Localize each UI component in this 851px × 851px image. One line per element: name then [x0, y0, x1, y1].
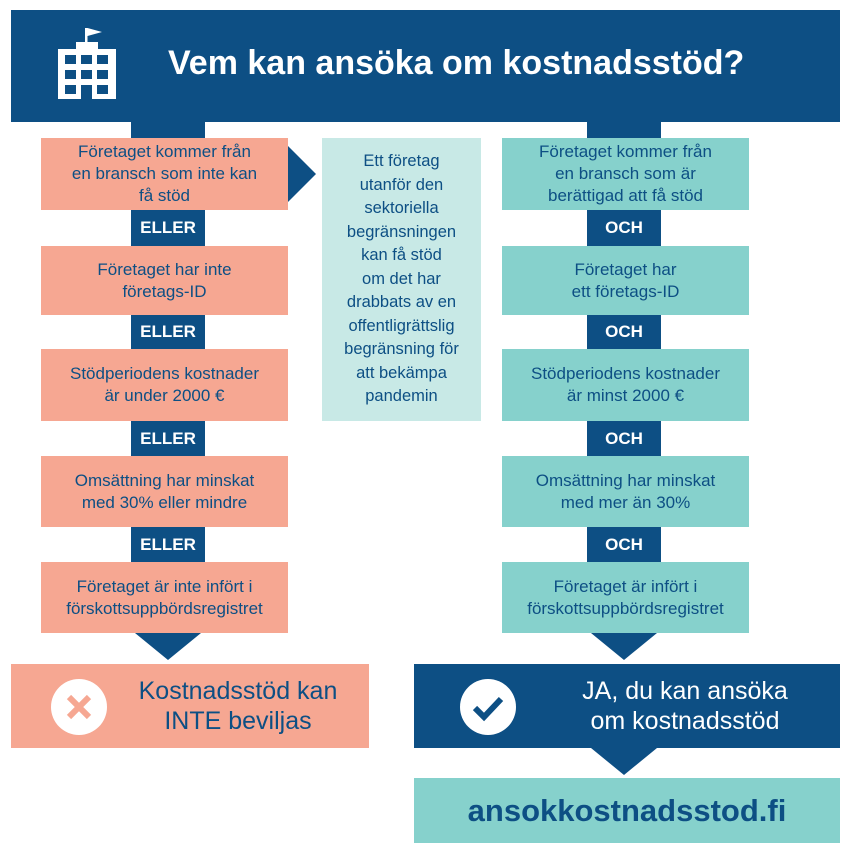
- left-box-turnover: Omsättning har minskat med 30% eller mindre: [41, 456, 288, 527]
- checkmark-icon: [459, 678, 517, 736]
- left-connector-4: ELLER: [131, 527, 205, 562]
- left-connector-3: ELLER: [131, 421, 205, 456]
- arrow-right-to-note: [288, 146, 316, 202]
- result-yes-text: JA, du kan ansöka om kostnadsstöd: [582, 677, 788, 735]
- right-box-business-id: Företaget har ett företags-ID: [502, 246, 749, 315]
- left-box-costs: Stödperiodens kostnader är under 2000 €: [41, 349, 288, 421]
- right-box-costs: Stödperiodens kostnader är minst 2000 €: [502, 349, 749, 421]
- right-box-turnover: Omsättning har minskat med mer än 30%: [502, 456, 749, 527]
- left-connector-1: ELLER: [131, 210, 205, 246]
- website-link-text[interactable]: ansokkostnadsstod.fi: [467, 792, 787, 828]
- right-top-stub: [587, 122, 661, 138]
- right-connector-3: OCH: [587, 421, 661, 456]
- website-link[interactable]: [414, 778, 840, 843]
- right-connector-1: OCH: [587, 210, 661, 246]
- left-connector-2: ELLER: [131, 315, 205, 349]
- website-arrow: [591, 748, 657, 775]
- left-top-stub: [131, 122, 205, 138]
- result-no-text: Kostnadsstöd kan INTE beviljas: [138, 677, 338, 735]
- right-connector-4: OCH: [587, 527, 661, 562]
- left-box-industry: Företaget kommer från en bransch som inte kan få stöd: [41, 138, 288, 210]
- left-box-register: Företaget är inte infört i förskottsuppbördsregistret: [41, 562, 288, 633]
- right-box-industry: Företaget kommer från en bransch som är berättigad att få stöd: [502, 138, 749, 210]
- right-box-register: Företaget är infört i förskottsuppbördsregistret: [502, 562, 749, 633]
- left-down-arrow: [135, 633, 201, 660]
- left-box-business-id: Företaget har inte företags-ID: [41, 246, 288, 315]
- right-connector-2: OCH: [587, 315, 661, 349]
- cross-icon: [50, 678, 108, 736]
- page-title: Vem kan ansöka om kostnadsstöd?: [168, 44, 745, 82]
- office-building-icon: [52, 24, 122, 104]
- middle-note: Ett företag utanför den sektoriella begränsningen kan få stöd om det har drabbats av en offentligrättslig begränsning för att bekämpa pandemin: [322, 138, 481, 421]
- right-down-arrow: [591, 633, 657, 660]
